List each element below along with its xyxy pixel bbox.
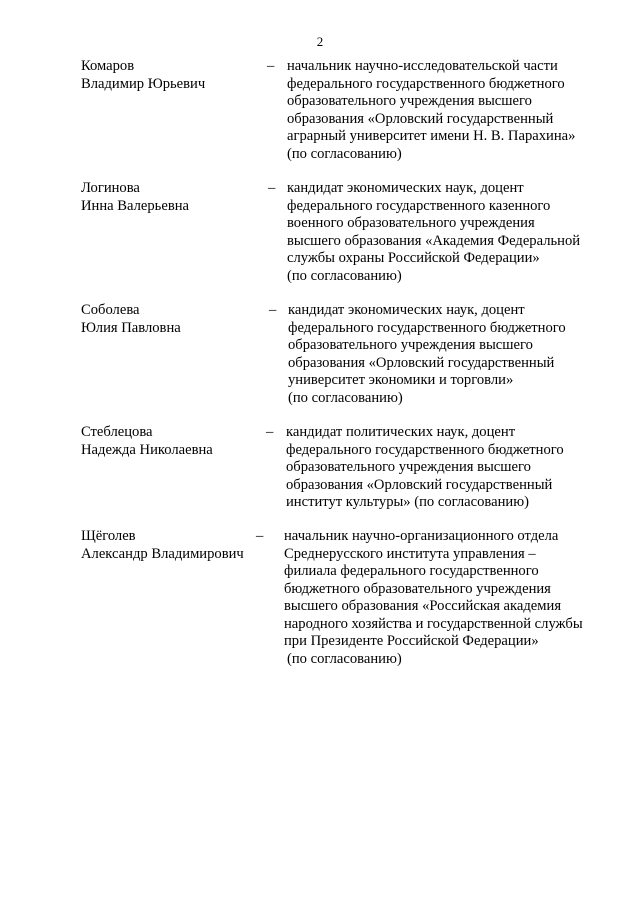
- description-line: образования «Орловский государственный: [288, 354, 555, 371]
- description-line: бюджетного образовательного учреждения: [284, 580, 551, 597]
- member-given-names: Юлия Павловна: [81, 319, 181, 336]
- member-surname: Логинова: [81, 180, 140, 196]
- member-given-names: Александр Владимирович: [81, 545, 244, 562]
- member-dash: –: [267, 58, 275, 74]
- member-name: [81, 424, 266, 459]
- member-name: [81, 58, 266, 93]
- member-given-names: Владимир Юрьевич: [81, 75, 206, 92]
- description-line: высшего образования «Российская академия: [284, 598, 562, 614]
- description-line: образования «Орловский государственный: [286, 476, 553, 493]
- description-line: (по согласованию): [287, 650, 402, 667]
- member-dash: –: [269, 302, 277, 318]
- member-given-names: Инна Валерьевна: [81, 197, 189, 214]
- description-line: федерального государственного бюджетного: [288, 319, 566, 336]
- description-line: (по согласованию): [288, 389, 403, 406]
- description-line: (по согласованию): [287, 145, 402, 162]
- description-line: службы охраны Российской Федерации»: [287, 250, 540, 266]
- description-line: федерального государственного казенного: [287, 197, 551, 214]
- member-description: [288, 302, 598, 407]
- description-line: начальник научно-организационного отдела: [284, 528, 559, 544]
- description-line: образовательного учреждения высшего: [288, 337, 533, 353]
- member-surname: Соболева: [81, 302, 140, 318]
- description-line: федерального государственного бюджетного: [286, 441, 564, 458]
- member-dash: –: [256, 528, 264, 544]
- description-line: аграрный университет имени Н. В. Парахина»: [287, 128, 576, 144]
- description-line: при Президенте Российской Федерации»: [284, 633, 539, 649]
- description-line: институт культуры» (по согласованию): [286, 494, 529, 510]
- member-description: [284, 528, 594, 668]
- member-surname: Щёголев: [81, 528, 136, 544]
- member-surname: Стеблецова: [81, 424, 153, 440]
- member-name: [81, 180, 266, 215]
- description-line: филиала федерального государственного: [284, 563, 539, 579]
- description-line: федерального государственного бюджетного: [287, 75, 565, 92]
- description-line: начальник научно-исследовательской части: [287, 58, 558, 74]
- description-line: кандидат экономических наук, доцент: [287, 180, 524, 196]
- description-line: образования «Орловский государственный: [287, 110, 554, 127]
- description-line: образовательного учреждения высшего: [286, 459, 531, 475]
- member-given-names: Надежда Николаевна: [81, 441, 213, 458]
- description-line: военного образовательного учреждения: [287, 215, 535, 231]
- member-dash: –: [268, 180, 276, 196]
- member-name: [81, 528, 266, 563]
- description-line: высшего образования «Академия Федеральной: [287, 232, 581, 249]
- description-line: кандидат экономических наук, доцент: [288, 302, 525, 318]
- description-line: (по согласованию): [287, 267, 402, 284]
- description-line: народного хозяйства и государственной службы: [284, 615, 583, 632]
- description-line: Среднерусского института управления –: [284, 545, 536, 562]
- description-line: образовательного учреждения высшего: [287, 93, 532, 109]
- page-number: 2: [316, 34, 324, 49]
- member-surname: Комаров: [81, 58, 135, 74]
- description-line: университет экономики и торговли»: [288, 372, 514, 388]
- member-dash: –: [266, 424, 274, 440]
- member-name: [81, 302, 266, 337]
- description-line: кандидат политических наук, доцент: [286, 424, 516, 440]
- member-description: [287, 180, 597, 285]
- member-description: [287, 58, 597, 163]
- member-description: [286, 424, 596, 512]
